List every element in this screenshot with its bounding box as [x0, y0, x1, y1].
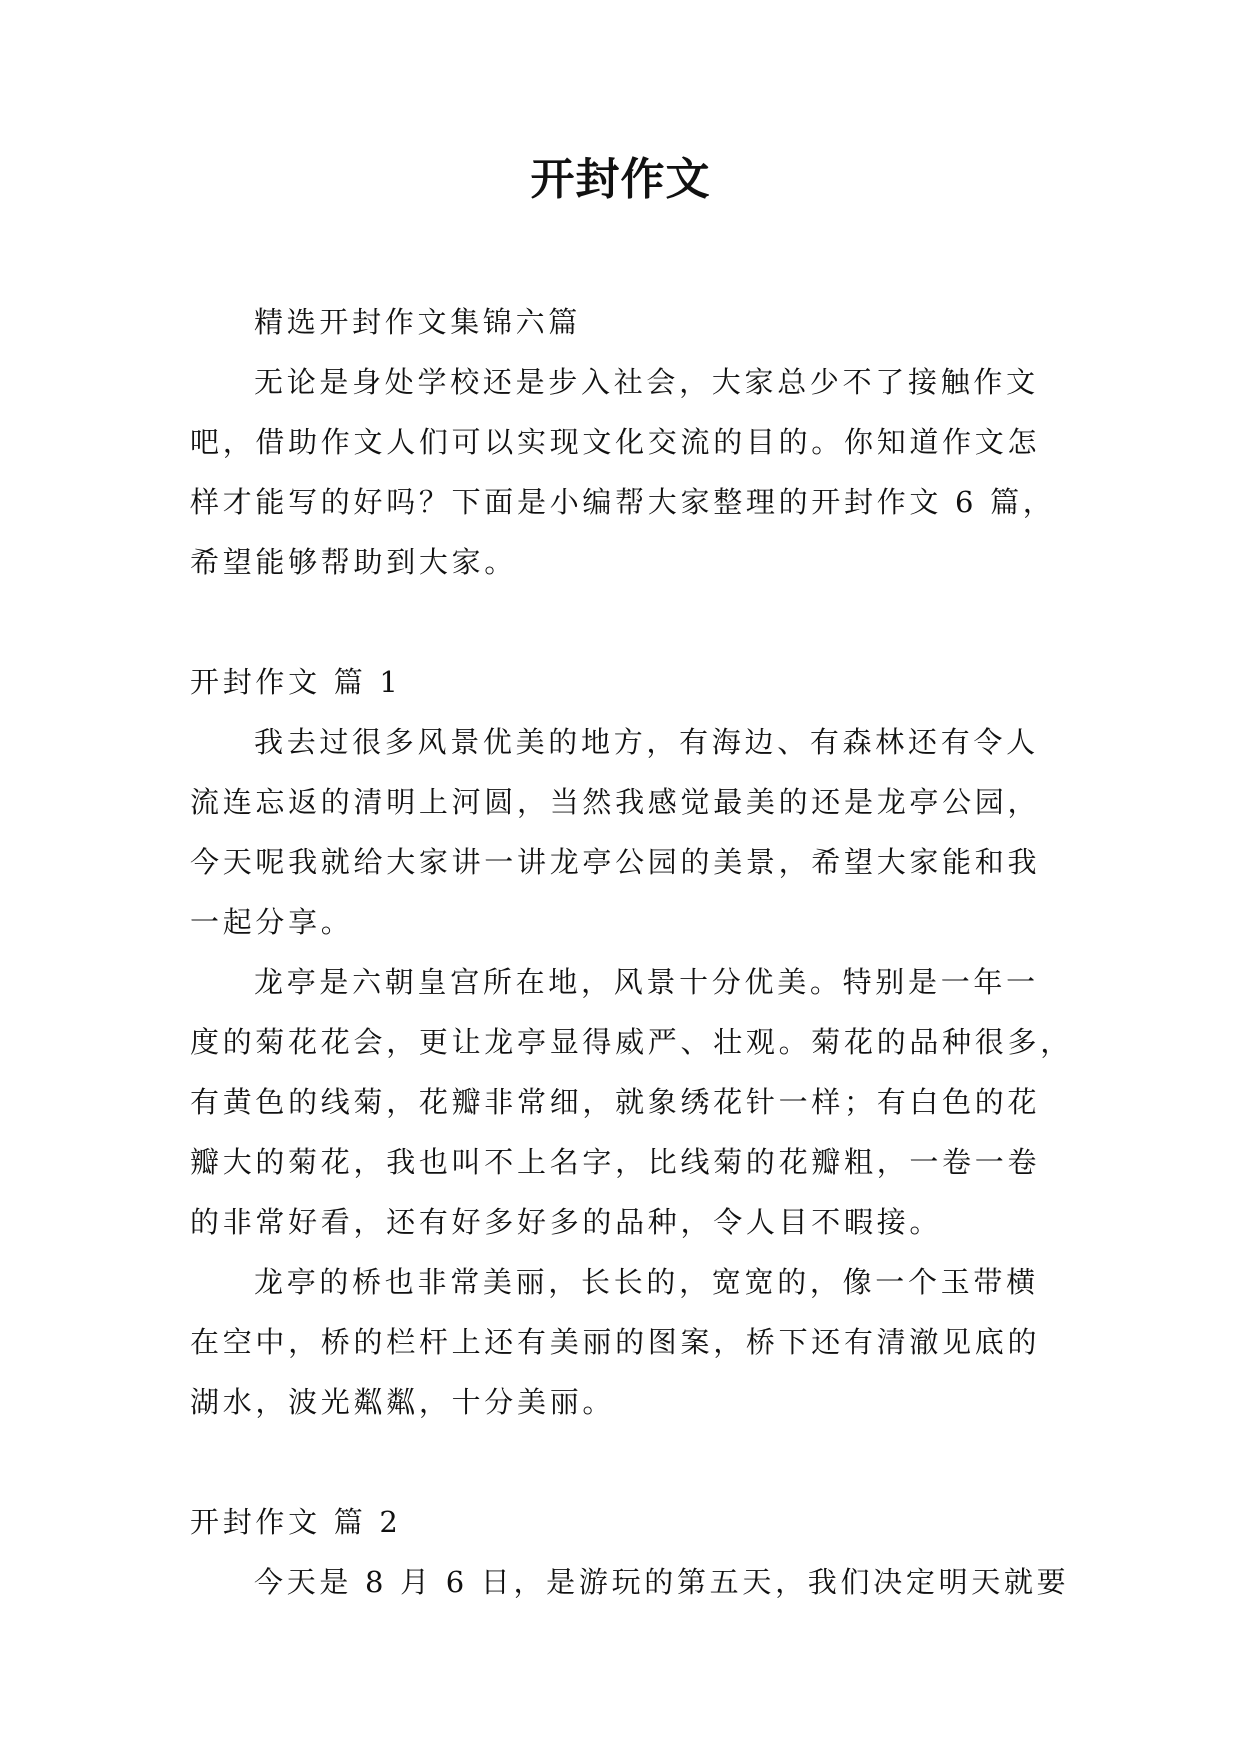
document-body: [190, 292, 1073, 1612]
text-line: 样才能写的好吗？下面是小编帮大家整理的开封作文 6 篇，: [190, 485, 1056, 519]
section1-paragraph-3: [190, 1252, 1052, 1432]
text-line: 今天是 8 月 6 日，是游玩的第五天，我们决定明天就要: [254, 1565, 1070, 1599]
text-line: 精选开封作文集锦六篇: [254, 305, 582, 339]
text-line: 开封作文 篇 2: [190, 1505, 402, 1539]
section2-paragraph-1: [190, 1552, 1070, 1612]
section-heading-1: [190, 652, 1052, 712]
section1-paragraph-1: [190, 712, 1052, 952]
text-line: 我去过很多风景优美的地方，有海边、有森林还有令人: [254, 725, 1039, 759]
text-line: 度的菊花花会，更让龙亭显得威严、壮观。菊花的品种很多，: [190, 1025, 1073, 1059]
section1-paragraph-2: [190, 952, 1073, 1252]
text-line: 龙亭的桥也非常美丽，长长的，宽宽的，像一个玉带横: [254, 1265, 1039, 1299]
text-line: 的非常好看，还有好多好多的品种，令人目不暇接。: [190, 1205, 943, 1239]
text-line: 吧，借助作文人们可以实现文化交流的目的。你知道作文怎: [190, 425, 1041, 459]
text-line: 在空中，桥的栏杆上还有美丽的图案，桥下还有清澈见底的: [190, 1325, 1041, 1359]
intro-subtitle: [190, 292, 1052, 352]
text-line: 无论是身处学校还是步入社会，大家总少不了接触作文: [254, 365, 1039, 399]
text-line: 一起分享。: [190, 905, 354, 939]
text-line: 流连忘返的清明上河圆，当然我感觉最美的还是龙亭公园，: [190, 785, 1041, 819]
page-title: 开封作文: [530, 154, 711, 205]
section-heading-2: [190, 1492, 1052, 1552]
text-line: 今天呢我就给大家讲一讲龙亭公园的美景，希望大家能和我: [190, 845, 1041, 879]
text-line: 瓣大的菊花，我也叫不上名字，比线菊的花瓣粗，一卷一卷: [190, 1145, 1041, 1179]
text-line: 开封作文 篇 1: [190, 665, 402, 699]
spacer: [190, 1432, 1052, 1492]
spacer: [190, 592, 1052, 652]
text-line: 希望能够帮助到大家。: [190, 545, 518, 579]
intro-paragraph: [190, 352, 1056, 592]
text-line: 龙亭是六朝皇宫所在地，风景十分优美。特别是一年一: [254, 965, 1039, 999]
text-line: 湖水，波光粼粼，十分美丽。: [190, 1385, 616, 1419]
text-line: 有黄色的线菊，花瓣非常细，就象绣花针一样；有白色的花: [190, 1085, 1041, 1119]
